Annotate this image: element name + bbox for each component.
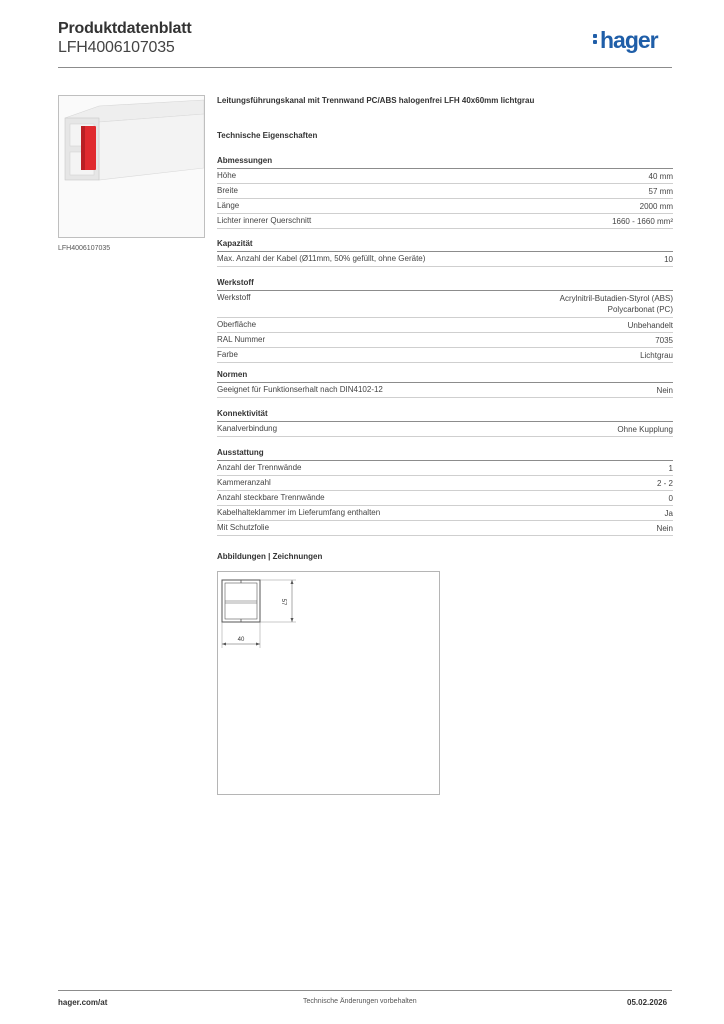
spec-value <box>617 424 673 435</box>
spec-label: Max. Anzahl der Kabel (Ø11mm, 50% gefüllt, ohne Geräte) <box>217 254 426 263</box>
duct-cross-section-drawing <box>218 572 439 794</box>
spec-row <box>217 333 673 348</box>
spec-value <box>649 171 673 182</box>
section-title: Konnektivität <box>217 409 268 418</box>
spec-value-line: 2 - 2 <box>656 479 673 488</box>
spec-value <box>560 293 673 315</box>
spec-label: Lichter innerer Querschnitt <box>217 216 312 225</box>
spec-value <box>649 186 673 197</box>
spec-value-line: 0 <box>668 494 673 503</box>
spec-row <box>217 169 673 184</box>
spec-label: Geeignet für Funktionserhalt nach DIN4102-12 <box>217 385 383 394</box>
section-title: Werkstoff <box>217 278 254 287</box>
technical-properties-heading: Technische Eigenschaften <box>217 131 318 140</box>
spec-value-line: Acrylnitril-Butadien-Styrol (ABS) <box>559 294 673 303</box>
spec-value-line: 1 <box>668 464 673 473</box>
spec-row <box>217 291 673 318</box>
spec-row <box>217 318 673 333</box>
spec-value-line: 1660 - 1660 mm² <box>612 217 673 226</box>
spec-label: Oberfläche <box>217 320 257 329</box>
spec-row <box>217 476 673 491</box>
spec-value-line: Lichtgrau <box>640 351 673 360</box>
spec-value <box>664 254 673 265</box>
spec-label: Höhe <box>217 171 237 180</box>
width-dimension-label: 40 <box>237 637 245 643</box>
product-image <box>58 95 205 238</box>
spec-value <box>665 508 673 519</box>
image-caption: LFH4006107035 <box>58 245 111 252</box>
section-title: Kapazität <box>217 239 253 248</box>
spec-row <box>217 184 673 199</box>
spec-label: Kammeranzahl <box>217 478 271 487</box>
section-title: Ausstattung <box>217 448 264 457</box>
spec-value <box>657 523 673 534</box>
spec-value <box>612 216 673 227</box>
spec-value-line: 57 mm <box>648 187 673 196</box>
spec-value <box>669 463 673 474</box>
spec-value-line: Polycarbonat (PC) <box>607 305 673 314</box>
spec-value-line: 10 <box>664 255 673 264</box>
footer-date: 05.02.2026 <box>627 998 668 1007</box>
spec-value <box>640 350 673 361</box>
section-title: Abmessungen <box>217 156 273 165</box>
spec-label: Mit Schutzfolie <box>217 523 270 532</box>
spec-label: Kanalverbindung <box>217 424 278 433</box>
spec-value-line: Unbehandelt <box>627 321 673 330</box>
spec-value <box>655 335 673 346</box>
spec-row <box>217 422 673 437</box>
spec-value-line: 7035 <box>655 336 673 345</box>
product-description: Leitungsführungskanal mit Trennwand PC/ABS halogenfrei LFH 40x60mm lichtgrau <box>217 96 535 105</box>
spec-value <box>640 201 673 212</box>
spec-row <box>217 348 673 363</box>
spec-row <box>217 521 673 536</box>
spec-value-line: 2000 mm <box>639 202 673 211</box>
spec-value <box>628 320 673 331</box>
spec-label: Anzahl steckbare Trennwände <box>217 493 325 502</box>
spec-row <box>217 252 673 267</box>
spec-label: Anzahl der Trennwände <box>217 463 302 472</box>
spec-value-line: Nein <box>656 386 673 395</box>
spec-row <box>217 506 673 521</box>
technical-drawing <box>217 571 440 795</box>
spec-label: Länge <box>217 201 240 210</box>
footer-disclaimer: Technische Änderungen vorbehalten <box>303 998 417 1005</box>
spec-label: Kabelhalteklammer im Lieferumfang enthalten <box>217 508 381 517</box>
spec-value <box>657 478 673 489</box>
footer-website-link[interactable]: hager.com/at <box>58 998 108 1007</box>
spec-label: Breite <box>217 186 238 195</box>
spec-row <box>217 461 673 476</box>
spec-row <box>217 383 673 398</box>
spec-value-line: Ohne Kupplung <box>617 425 673 434</box>
spec-label: Farbe <box>217 350 238 359</box>
page-title: Produktdatenblatt <box>58 20 192 37</box>
cable-duct-illustration <box>59 96 204 237</box>
footer-divider <box>58 990 672 991</box>
spec-value-line: Nein <box>656 524 673 533</box>
spec-value-line: 40 mm <box>648 172 673 181</box>
spec-label: Werkstoff <box>217 293 251 302</box>
product-code: LFH4006107035 <box>58 39 175 56</box>
drawings-heading: Abbildungen | Zeichnungen <box>217 552 323 561</box>
spec-row <box>217 491 673 506</box>
logo-text: hager <box>600 27 658 53</box>
spec-value <box>657 385 673 396</box>
spec-sections <box>217 0 673 560</box>
height-dimension-label: 57 <box>280 598 286 606</box>
section-title: Normen <box>217 370 248 379</box>
spec-row <box>217 199 673 214</box>
spec-value-line: Ja <box>664 509 673 518</box>
spec-value <box>669 493 673 504</box>
spec-row <box>217 214 673 229</box>
spec-label: RAL Nummer <box>217 335 266 344</box>
